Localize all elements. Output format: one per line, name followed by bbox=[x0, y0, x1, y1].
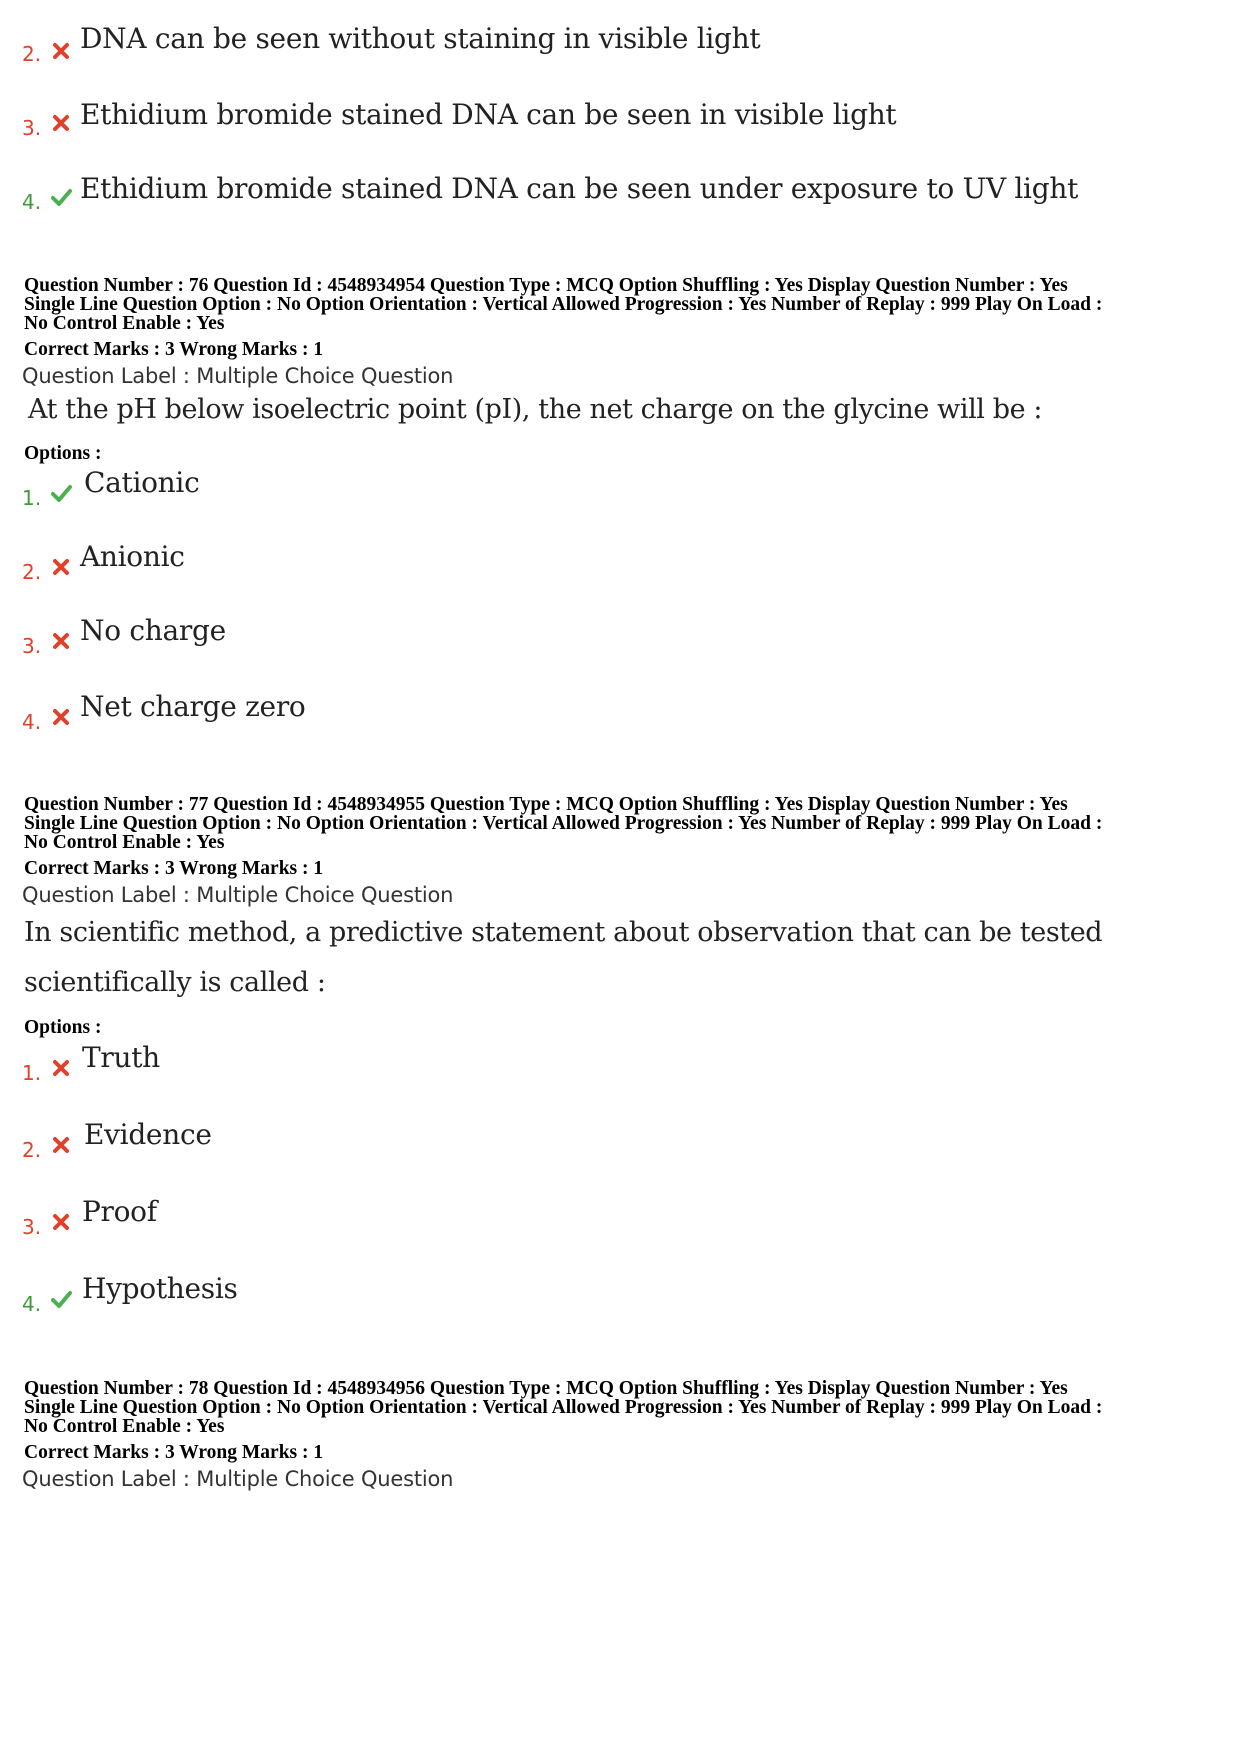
meta-line: Single Line Question Option : No Option Orientation : Vertical Allowed Progression : Yes Number of Replay : 999 Play On Load : bbox=[24, 294, 1103, 315]
option-text: Proof bbox=[82, 1195, 157, 1228]
question-label: Question Label : Multiple Choice Question bbox=[22, 883, 454, 907]
option-number: 4. bbox=[22, 190, 42, 214]
option-text: DNA can be seen without staining in visible light bbox=[80, 22, 761, 55]
question-meta bbox=[24, 1379, 1224, 1436]
option-number: 3. bbox=[22, 1215, 42, 1239]
option-text: Anionic bbox=[80, 540, 185, 573]
question-marks: Correct Marks : 3 Wrong Marks : 1 bbox=[24, 1442, 324, 1463]
cross-icon bbox=[50, 1134, 72, 1156]
cross-icon bbox=[50, 630, 72, 652]
cross-icon bbox=[50, 1211, 72, 1233]
question-text: In scientific method, a predictive statement about observation that can be tested bbox=[24, 917, 1103, 948]
cross-icon bbox=[50, 706, 72, 728]
option-number: 1. bbox=[22, 486, 42, 510]
meta-line: Question Number : 77 Question Id : 4548934955 Question Type : MCQ Option Shuffling : Yes Display Question Number : Yes bbox=[24, 794, 1068, 815]
question-marks: Correct Marks : 3 Wrong Marks : 1 bbox=[24, 858, 324, 879]
option-text: Ethidium bromide stained DNA can be seen under exposure to UV light bbox=[80, 172, 1079, 205]
option-number: 2. bbox=[22, 1138, 42, 1162]
meta-line: Question Number : 76 Question Id : 4548934954 Question Type : MCQ Option Shuffling : Yes Display Question Number : Yes bbox=[24, 275, 1068, 296]
option-text: Net charge zero bbox=[80, 690, 306, 723]
option-text: Ethidium bromide stained DNA can be seen in visible light bbox=[80, 98, 897, 131]
option-number: 4. bbox=[22, 1292, 42, 1316]
question-meta bbox=[24, 795, 1224, 852]
option-number: 4. bbox=[22, 710, 42, 734]
option-text: Truth bbox=[82, 1041, 160, 1074]
check-icon bbox=[50, 1288, 72, 1310]
question-label: Question Label : Multiple Choice Question bbox=[22, 364, 454, 388]
options-heading: Options : bbox=[24, 443, 102, 464]
cross-icon bbox=[50, 1057, 72, 1079]
cross-icon bbox=[50, 112, 72, 134]
option-number: 3. bbox=[22, 634, 42, 658]
question-text: scientifically is called : bbox=[24, 967, 326, 998]
cross-icon bbox=[50, 556, 72, 578]
question-meta bbox=[24, 276, 1224, 333]
meta-line: No Control Enable : Yes bbox=[24, 832, 225, 853]
option-number: 2. bbox=[22, 560, 42, 584]
option-number: 1. bbox=[22, 1061, 42, 1085]
option-text: Hypothesis bbox=[82, 1272, 238, 1305]
meta-line: No Control Enable : Yes bbox=[24, 1416, 225, 1437]
question-label: Question Label : Multiple Choice Question bbox=[22, 1467, 454, 1491]
cross-icon bbox=[50, 40, 72, 62]
check-icon bbox=[50, 186, 72, 208]
meta-line: Single Line Question Option : No Option Orientation : Vertical Allowed Progression : Yes Number of Replay : 999 Play On Load : bbox=[24, 1397, 1103, 1418]
check-icon bbox=[50, 482, 72, 504]
option-text: Evidence bbox=[84, 1118, 212, 1151]
meta-line: Question Number : 78 Question Id : 4548934956 Question Type : MCQ Option Shuffling : Yes Display Question Number : Yes bbox=[24, 1378, 1068, 1399]
option-number: 3. bbox=[22, 116, 42, 140]
meta-line: Single Line Question Option : No Option Orientation : Vertical Allowed Progression : Yes Number of Replay : 999 Play On Load : bbox=[24, 813, 1103, 834]
option-number: 2. bbox=[22, 42, 42, 66]
meta-line: No Control Enable : Yes bbox=[24, 313, 225, 334]
question-marks: Correct Marks : 3 Wrong Marks : 1 bbox=[24, 339, 324, 360]
options-heading: Options : bbox=[24, 1017, 102, 1038]
option-text: No charge bbox=[80, 614, 226, 647]
question-text: At the pH below isoelectric point (pI), the net charge on the glycine will be : bbox=[28, 394, 1043, 425]
option-text: Cationic bbox=[84, 466, 200, 499]
